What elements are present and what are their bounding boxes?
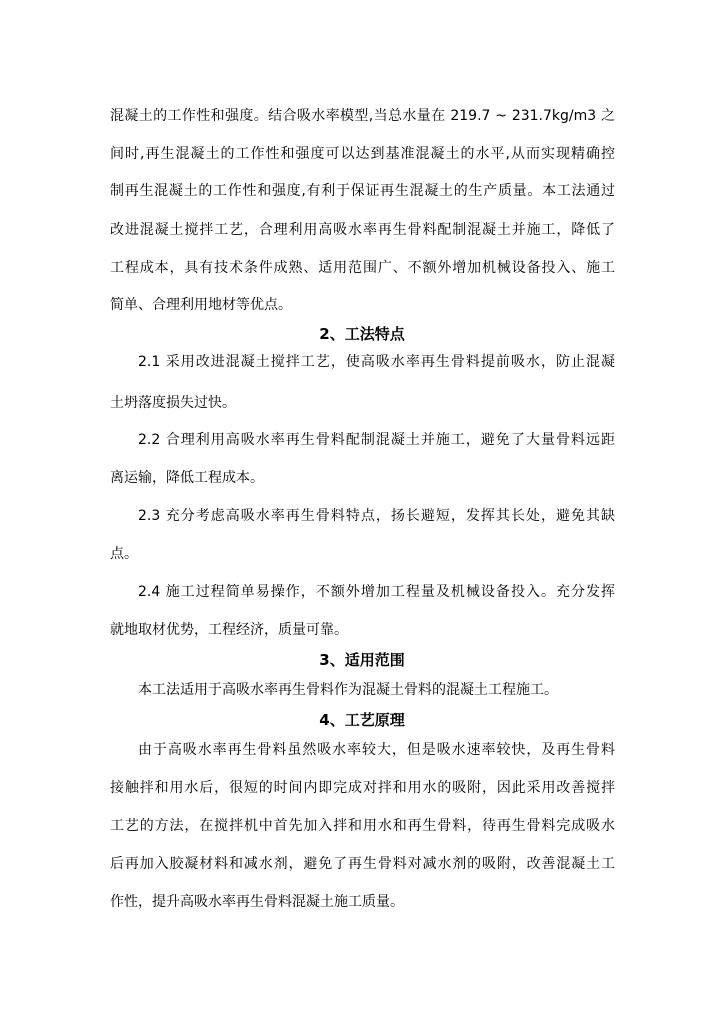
body-text-line: 混凝土的工作性和强度。结合吸水率模型,当总水量在 219.7 ~ 231.7kg/m3 之 — [110, 108, 615, 124]
body-text-line: 工艺的方法，在搅拌机中首先加入拌和用水和再生骨料，待再生骨料完成吸水 — [110, 818, 615, 834]
body-text-line: 本工法适用于高吸水率再生骨料作为混凝土骨料的混凝土工程施工。 — [138, 682, 558, 698]
body-text-line: 作性，提升高吸水率再生骨料混凝土施工质量。 — [110, 894, 404, 910]
body-text-line: 后再加入胶凝材料和减水剂，避免了再生骨料对减水剂的吸附，改善混凝土工 — [110, 856, 615, 872]
body-text-line: 离运输，降低工程成本。 — [110, 470, 264, 486]
body-text-line: 改进混凝土搅拌工艺，合理利用高吸水率再生骨料配制混凝土并施工，降低了 — [110, 222, 615, 238]
body-text-line: 2.1 采用改进混凝土搅拌工艺，使高吸水率再生骨料提前吸水，防止混凝 — [138, 354, 615, 370]
body-text-line: 接触拌和用水后，很短的时间内即完成对拌和用水的吸附，因此采用改善搅拌 — [110, 780, 615, 796]
body-text-line: 2.4 施工过程简单易操作，不额外增加工程量及机械设备投入。充分发挥 — [138, 584, 615, 600]
section-heading: 4、工艺原理 — [319, 711, 405, 729]
body-text-line: 土坍落度损失过快。 — [110, 395, 236, 411]
body-text-line: 工程成本，具有技术条件成熟、适用范围广、不额外增加机械设备投入、施工 — [110, 260, 615, 276]
body-text-line: 2.3 充分考虑高吸水率再生骨料特点，扬长避短，发挥其长处，避免其缺 — [138, 508, 615, 524]
section-heading: 2、工法特点 — [319, 325, 405, 343]
body-text-line: 由于高吸水率再生骨料虽然吸水率较大，但是吸水速率较快，及再生骨料 — [138, 742, 615, 758]
body-text-line: 制再生混凝土的工作性和强度,有利于保证再生混凝土的生产质量。本工法通过 — [110, 183, 615, 199]
body-text-line: 点。 — [110, 546, 138, 562]
body-text-line: 间时,再生混凝土的工作性和强度可以达到基准混凝土的水平,从而实现精确控 — [110, 146, 615, 162]
body-text-line: 简单、合理利用地材等优点。 — [110, 297, 292, 313]
body-text-line: 2.2 合理利用高吸水率再生骨料配制混凝土并施工，避免了大量骨料远距 — [138, 432, 615, 448]
section-heading: 3、适用范围 — [319, 651, 405, 669]
body-text-line: 就地取材优势，工程经济，质量可靠。 — [110, 622, 348, 638]
